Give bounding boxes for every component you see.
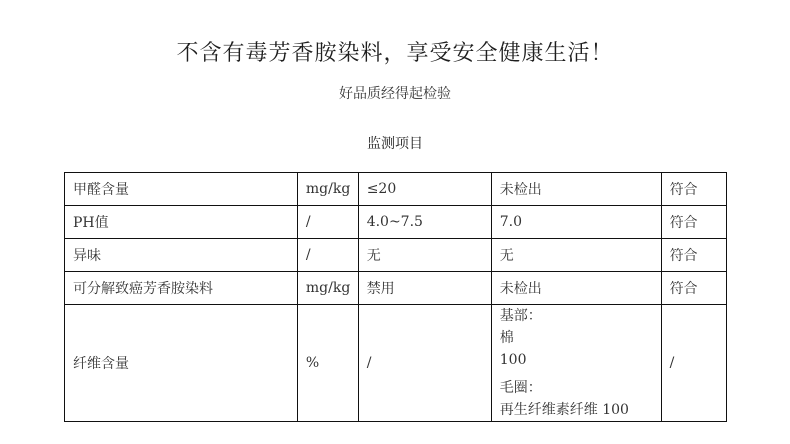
result-cell: 未检出 (491, 173, 661, 206)
unit-cell: mg/kg (297, 272, 358, 305)
unit-cell: mg/kg (297, 173, 358, 206)
standard-cell: 无 (358, 239, 491, 272)
result-cell: 7.0 (491, 206, 661, 239)
table-row (65, 239, 727, 272)
verdict-cell: / (661, 305, 726, 422)
base-composition (500, 327, 653, 371)
pile-label: 毛圈： (499, 380, 542, 396)
result-cell: 未检出 (491, 272, 661, 305)
test-item-cell: PH值 (65, 206, 298, 239)
test-results-table (64, 172, 727, 422)
unit-cell: / (297, 206, 358, 239)
verdict-cell: 符合 (661, 272, 726, 305)
fiber-composition-cell (491, 305, 661, 422)
test-item-cell: 纤维含量 (65, 305, 298, 422)
table-row (65, 305, 727, 422)
table-row (65, 272, 727, 305)
base-label: 基部： (499, 308, 542, 324)
standard-cell: 4.0~7.5 (358, 206, 491, 239)
result-cell: 无 (491, 239, 661, 272)
section-title: 监测项目 (367, 136, 423, 152)
standard-cell: ≤20 (358, 173, 491, 206)
pile-composition: 再生纤维素纤维 100 (499, 402, 629, 418)
standard-cell: / (358, 305, 491, 422)
verdict-cell: 符合 (661, 173, 726, 206)
test-item-cell: 可分解致癌芳香胺染料 (65, 272, 298, 305)
unit-cell: % (297, 305, 358, 422)
base-value: 100 (499, 352, 527, 368)
test-item-cell: 甲醛含量 (65, 173, 298, 206)
test-item-cell: 异味 (65, 239, 298, 272)
verdict-cell: 符合 (661, 206, 726, 239)
unit-cell: / (297, 239, 358, 272)
verdict-cell: 符合 (661, 239, 726, 272)
subheadline: 好品质经得起检验 (339, 86, 451, 102)
standard-cell: 禁用 (358, 272, 491, 305)
table-row (65, 206, 727, 239)
headline: 不含有毒芳香胺染料，享受安全健康生活！ (176, 41, 614, 66)
base-material: 棉 (499, 330, 514, 346)
table-row (65, 173, 727, 206)
